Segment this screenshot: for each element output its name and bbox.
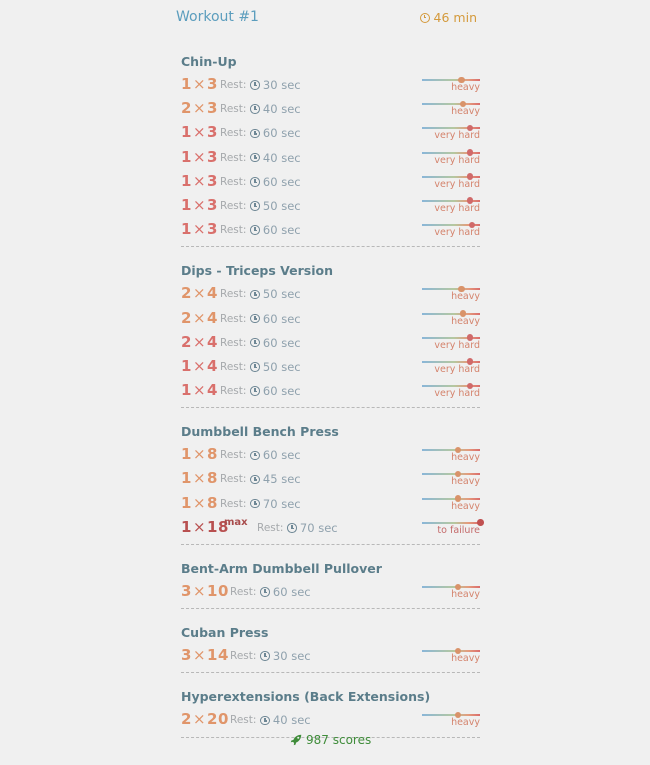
sets-count: 1 xyxy=(181,123,192,142)
rest-label: Rest: xyxy=(220,473,247,486)
times-sign: × xyxy=(192,517,207,536)
rest-label: Rest: xyxy=(220,336,247,349)
exercise-name[interactable]: Dumbbell Bench Press xyxy=(181,424,339,440)
sets-count: 2 xyxy=(181,284,192,303)
section-divider xyxy=(181,672,480,673)
intensity-slider[interactable] xyxy=(422,650,480,665)
set-row xyxy=(181,308,480,332)
set-row xyxy=(181,645,480,669)
intensity-label: very hard xyxy=(434,388,480,400)
clock-icon xyxy=(420,13,430,23)
scores-footer[interactable] xyxy=(290,733,371,747)
rest-label: Rest: xyxy=(230,650,257,663)
set-row xyxy=(181,219,480,243)
rest-info xyxy=(220,497,301,511)
sets-count: 1 xyxy=(181,147,192,166)
reps-count: 3 xyxy=(207,195,218,214)
rest-value: 60 sec xyxy=(262,126,301,141)
clock-icon xyxy=(250,314,260,324)
exercise-block xyxy=(181,562,480,609)
rest-value: 40 sec xyxy=(262,150,301,165)
section-divider xyxy=(181,407,480,408)
set-row xyxy=(181,444,480,468)
workout-duration xyxy=(420,10,477,25)
reps-count: 3 xyxy=(207,220,218,239)
clock-icon xyxy=(250,104,260,114)
reps-count: 4 xyxy=(207,308,218,327)
set-reps xyxy=(181,646,229,664)
set-reps xyxy=(181,220,218,238)
set-reps xyxy=(181,582,229,600)
exercise-name[interactable]: Dips - Triceps Version xyxy=(181,263,334,279)
intensity-label: heavy xyxy=(451,589,480,600)
intensity-slider[interactable] xyxy=(422,337,480,351)
clock-icon xyxy=(260,651,270,661)
set-row xyxy=(181,195,480,219)
times-sign: × xyxy=(192,171,207,190)
intensity-slider[interactable] xyxy=(422,288,480,303)
reps-count: 4 xyxy=(207,284,218,303)
set-row xyxy=(181,356,480,380)
clock-icon xyxy=(250,451,260,461)
sets-count: 3 xyxy=(181,646,192,665)
intensity-label: very hard xyxy=(434,130,480,142)
rest-label: Rest: xyxy=(257,521,284,534)
rest-value: 50 sec xyxy=(262,198,301,213)
rest-info xyxy=(220,472,301,486)
reps-count: 3 xyxy=(207,75,218,93)
reps-count: 3 xyxy=(207,123,218,142)
clock-icon xyxy=(250,386,260,396)
intensity-slider[interactable] xyxy=(422,127,480,142)
sets-count: 1 xyxy=(181,220,192,239)
reps-count: 3 xyxy=(207,147,218,166)
rest-info xyxy=(230,649,311,663)
set-reps xyxy=(181,123,218,141)
sets-count: 1 xyxy=(181,195,192,214)
set-row xyxy=(181,98,480,122)
intensity-slider[interactable] xyxy=(422,313,480,327)
intensity-slider[interactable] xyxy=(422,385,480,400)
intensity-label: heavy xyxy=(451,500,480,512)
rest-value: 70 sec xyxy=(299,520,338,535)
reps-count: 8 xyxy=(207,469,218,488)
sets-count: 1 xyxy=(181,171,192,190)
rest-value: 30 sec xyxy=(272,649,311,664)
intensity-label: heavy xyxy=(451,476,480,488)
rest-info xyxy=(230,713,311,727)
clock-icon xyxy=(250,475,260,485)
set-row xyxy=(181,332,480,356)
intensity-label: heavy xyxy=(451,452,480,464)
intensity-slider[interactable] xyxy=(422,361,480,375)
set-row xyxy=(181,122,480,146)
intensity-slider[interactable] xyxy=(422,152,480,166)
set-row xyxy=(181,74,480,98)
intensity-slider[interactable] xyxy=(422,200,480,214)
clock-icon xyxy=(260,716,270,726)
clock-icon xyxy=(250,338,260,348)
sets-count: 1 xyxy=(181,469,192,488)
intensity-label: very hard xyxy=(434,339,480,351)
sets-count: 1 xyxy=(181,517,192,536)
reps-count: 4 xyxy=(207,332,218,351)
rest-info xyxy=(220,175,301,189)
rest-info xyxy=(220,126,301,140)
clock-icon xyxy=(250,153,260,163)
intensity-label: heavy xyxy=(451,315,480,327)
rest-label: Rest: xyxy=(230,586,257,598)
rest-info xyxy=(257,521,338,535)
sets-count: 1 xyxy=(181,381,192,400)
rest-info xyxy=(220,102,301,116)
rocket-icon xyxy=(290,734,302,746)
rest-info xyxy=(220,151,301,165)
times-sign: × xyxy=(192,195,207,214)
rest-value: 70 sec xyxy=(262,496,301,511)
set-row xyxy=(181,380,480,404)
section-divider xyxy=(181,608,480,609)
rest-label: Rest: xyxy=(220,312,247,325)
sets-count: 2 xyxy=(181,332,192,351)
set-reps xyxy=(181,99,218,117)
exercise-name[interactable]: Bent-Arm Dumbbell Pullover xyxy=(181,561,382,576)
rest-label: Rest: xyxy=(220,79,247,91)
intensity-label: very hard xyxy=(434,178,480,190)
times-sign: × xyxy=(192,75,207,93)
exercise-block xyxy=(181,55,480,247)
rest-value: 40 sec xyxy=(272,713,311,728)
section-divider xyxy=(181,246,480,247)
sets-count: 1 xyxy=(181,493,192,512)
rest-info xyxy=(220,199,301,213)
exercise-name[interactable]: Cuban Press xyxy=(181,625,269,641)
sets-count: 1 xyxy=(181,75,192,93)
exercise-name[interactable]: Chin-Up xyxy=(181,54,237,69)
sets-count: 1 xyxy=(181,356,192,375)
set-reps xyxy=(181,710,229,728)
sets-count: 1 xyxy=(181,445,192,464)
intensity-label: heavy xyxy=(451,82,480,93)
rest-label: Rest: xyxy=(220,360,247,373)
intensity-slider[interactable] xyxy=(422,714,480,729)
rest-value: 60 sec xyxy=(262,174,301,189)
intensity-slider[interactable] xyxy=(422,586,480,600)
rest-info xyxy=(220,448,301,462)
times-sign: × xyxy=(192,445,207,464)
set-reps xyxy=(181,381,218,399)
clock-icon xyxy=(250,129,260,139)
rest-value: 30 sec xyxy=(262,78,301,92)
set-row xyxy=(181,493,480,517)
rest-value: 60 sec xyxy=(262,335,301,350)
rest-info xyxy=(230,585,311,599)
set-row xyxy=(181,709,480,733)
rest-info xyxy=(220,287,301,301)
reps-count: 14 xyxy=(207,646,229,665)
intensity-label: very hard xyxy=(434,202,480,214)
intensity-label: very hard xyxy=(434,227,480,239)
exercise-block xyxy=(181,425,480,545)
rest-value: 45 sec xyxy=(262,472,301,487)
rest-value: 60 sec xyxy=(272,585,311,599)
reps-count: 18 xyxy=(207,517,229,536)
reps-count: 3 xyxy=(207,171,218,190)
max-label: max xyxy=(224,516,248,528)
times-sign: × xyxy=(192,99,207,118)
intensity-label: very hard xyxy=(434,154,480,166)
rest-label: Rest: xyxy=(230,714,257,727)
set-reps xyxy=(181,196,218,214)
rest-value: 60 sec xyxy=(262,311,301,326)
intensity-slider[interactable] xyxy=(422,498,480,512)
times-sign: × xyxy=(192,582,207,600)
set-row xyxy=(181,581,480,605)
intensity-slider[interactable] xyxy=(422,224,480,239)
rest-label: Rest: xyxy=(220,103,247,116)
times-sign: × xyxy=(192,332,207,351)
clock-icon xyxy=(250,225,260,235)
set-reps xyxy=(181,333,218,351)
clock-icon xyxy=(260,587,270,597)
rest-label: Rest: xyxy=(220,497,247,510)
reps-count: 8 xyxy=(207,445,218,464)
intensity-slider[interactable] xyxy=(422,79,480,93)
clock-icon xyxy=(250,499,260,509)
rest-label: Rest: xyxy=(220,288,247,301)
set-reps xyxy=(181,148,218,166)
clock-icon xyxy=(250,80,260,90)
rest-info xyxy=(220,78,301,92)
exercise-block xyxy=(181,264,480,408)
exercise-block xyxy=(181,690,480,737)
times-sign: × xyxy=(192,284,207,303)
exercise-list xyxy=(181,55,480,755)
rest-label: Rest: xyxy=(220,151,247,164)
times-sign: × xyxy=(192,469,207,488)
rest-info xyxy=(220,360,301,374)
rest-info xyxy=(220,336,301,350)
set-row xyxy=(181,468,480,492)
set-reps xyxy=(181,357,218,375)
set-row xyxy=(181,517,480,541)
clock-icon xyxy=(287,523,297,533)
intensity-slider[interactable] xyxy=(422,103,480,118)
sets-count: 2 xyxy=(181,99,192,118)
set-reps xyxy=(181,494,218,512)
rest-value: 50 sec xyxy=(262,287,301,302)
intensity-slider[interactable] xyxy=(422,449,480,464)
times-sign: × xyxy=(192,220,207,239)
set-row xyxy=(181,147,480,171)
times-sign: × xyxy=(192,710,207,729)
set-row xyxy=(181,171,480,195)
sets-count: 2 xyxy=(181,308,192,327)
reps-count: 4 xyxy=(207,381,218,400)
times-sign: × xyxy=(192,308,207,327)
reps-count: 3 xyxy=(207,99,218,118)
rest-label: Rest: xyxy=(220,449,247,462)
intensity-slider[interactable] xyxy=(422,522,480,536)
times-sign: × xyxy=(192,381,207,400)
rest-value: 50 sec xyxy=(262,359,301,374)
rest-label: Rest: xyxy=(220,175,247,188)
reps-count: 10 xyxy=(207,582,229,600)
intensity-label: heavy xyxy=(451,717,480,729)
rest-label: Rest: xyxy=(220,224,247,237)
intensity-label: heavy xyxy=(451,653,480,665)
rest-value: 60 sec xyxy=(262,384,301,399)
section-divider xyxy=(181,544,480,545)
set-reps xyxy=(181,284,218,302)
reps-count: 20 xyxy=(207,710,229,729)
clock-icon xyxy=(250,362,260,372)
times-sign: × xyxy=(192,123,207,142)
set-row xyxy=(181,283,480,307)
rest-label: Rest: xyxy=(220,127,247,140)
rest-info xyxy=(220,223,301,237)
clock-icon xyxy=(250,201,260,211)
clock-icon xyxy=(250,290,260,300)
reps-count: 4 xyxy=(207,356,218,375)
intensity-slider[interactable] xyxy=(422,176,480,190)
intensity-label: very hard xyxy=(434,363,480,375)
rest-value: 60 sec xyxy=(262,448,301,463)
reps-count: 8 xyxy=(207,493,218,512)
sets-count: 2 xyxy=(181,710,192,729)
scores-count: 987 scores xyxy=(306,733,372,747)
times-sign: × xyxy=(192,646,207,665)
set-reps xyxy=(181,445,218,463)
rest-info xyxy=(220,384,301,398)
times-sign: × xyxy=(192,147,207,166)
set-reps xyxy=(181,172,218,190)
times-sign: × xyxy=(192,493,207,512)
intensity-label: to failure xyxy=(437,524,480,536)
set-reps xyxy=(181,75,218,93)
intensity-slider[interactable] xyxy=(422,473,480,488)
set-reps xyxy=(181,469,218,487)
rest-label: Rest: xyxy=(220,199,247,212)
rest-value: 60 sec xyxy=(262,223,301,238)
set-reps xyxy=(181,309,218,327)
duration-value: 46 min xyxy=(433,10,477,25)
exercise-block xyxy=(181,626,480,673)
header-title: Workout #1 xyxy=(176,9,259,25)
clock-icon xyxy=(250,177,260,187)
times-sign: × xyxy=(192,356,207,375)
set-reps xyxy=(181,518,229,536)
rest-value: 40 sec xyxy=(262,102,301,117)
sets-count: 3 xyxy=(181,582,192,600)
exercise-name[interactable]: Hyperextensions (Back Extensions) xyxy=(181,689,431,705)
intensity-label: heavy xyxy=(451,291,480,303)
rest-info xyxy=(220,312,301,326)
intensity-label: heavy xyxy=(451,106,480,118)
rest-label: Rest: xyxy=(220,385,247,398)
